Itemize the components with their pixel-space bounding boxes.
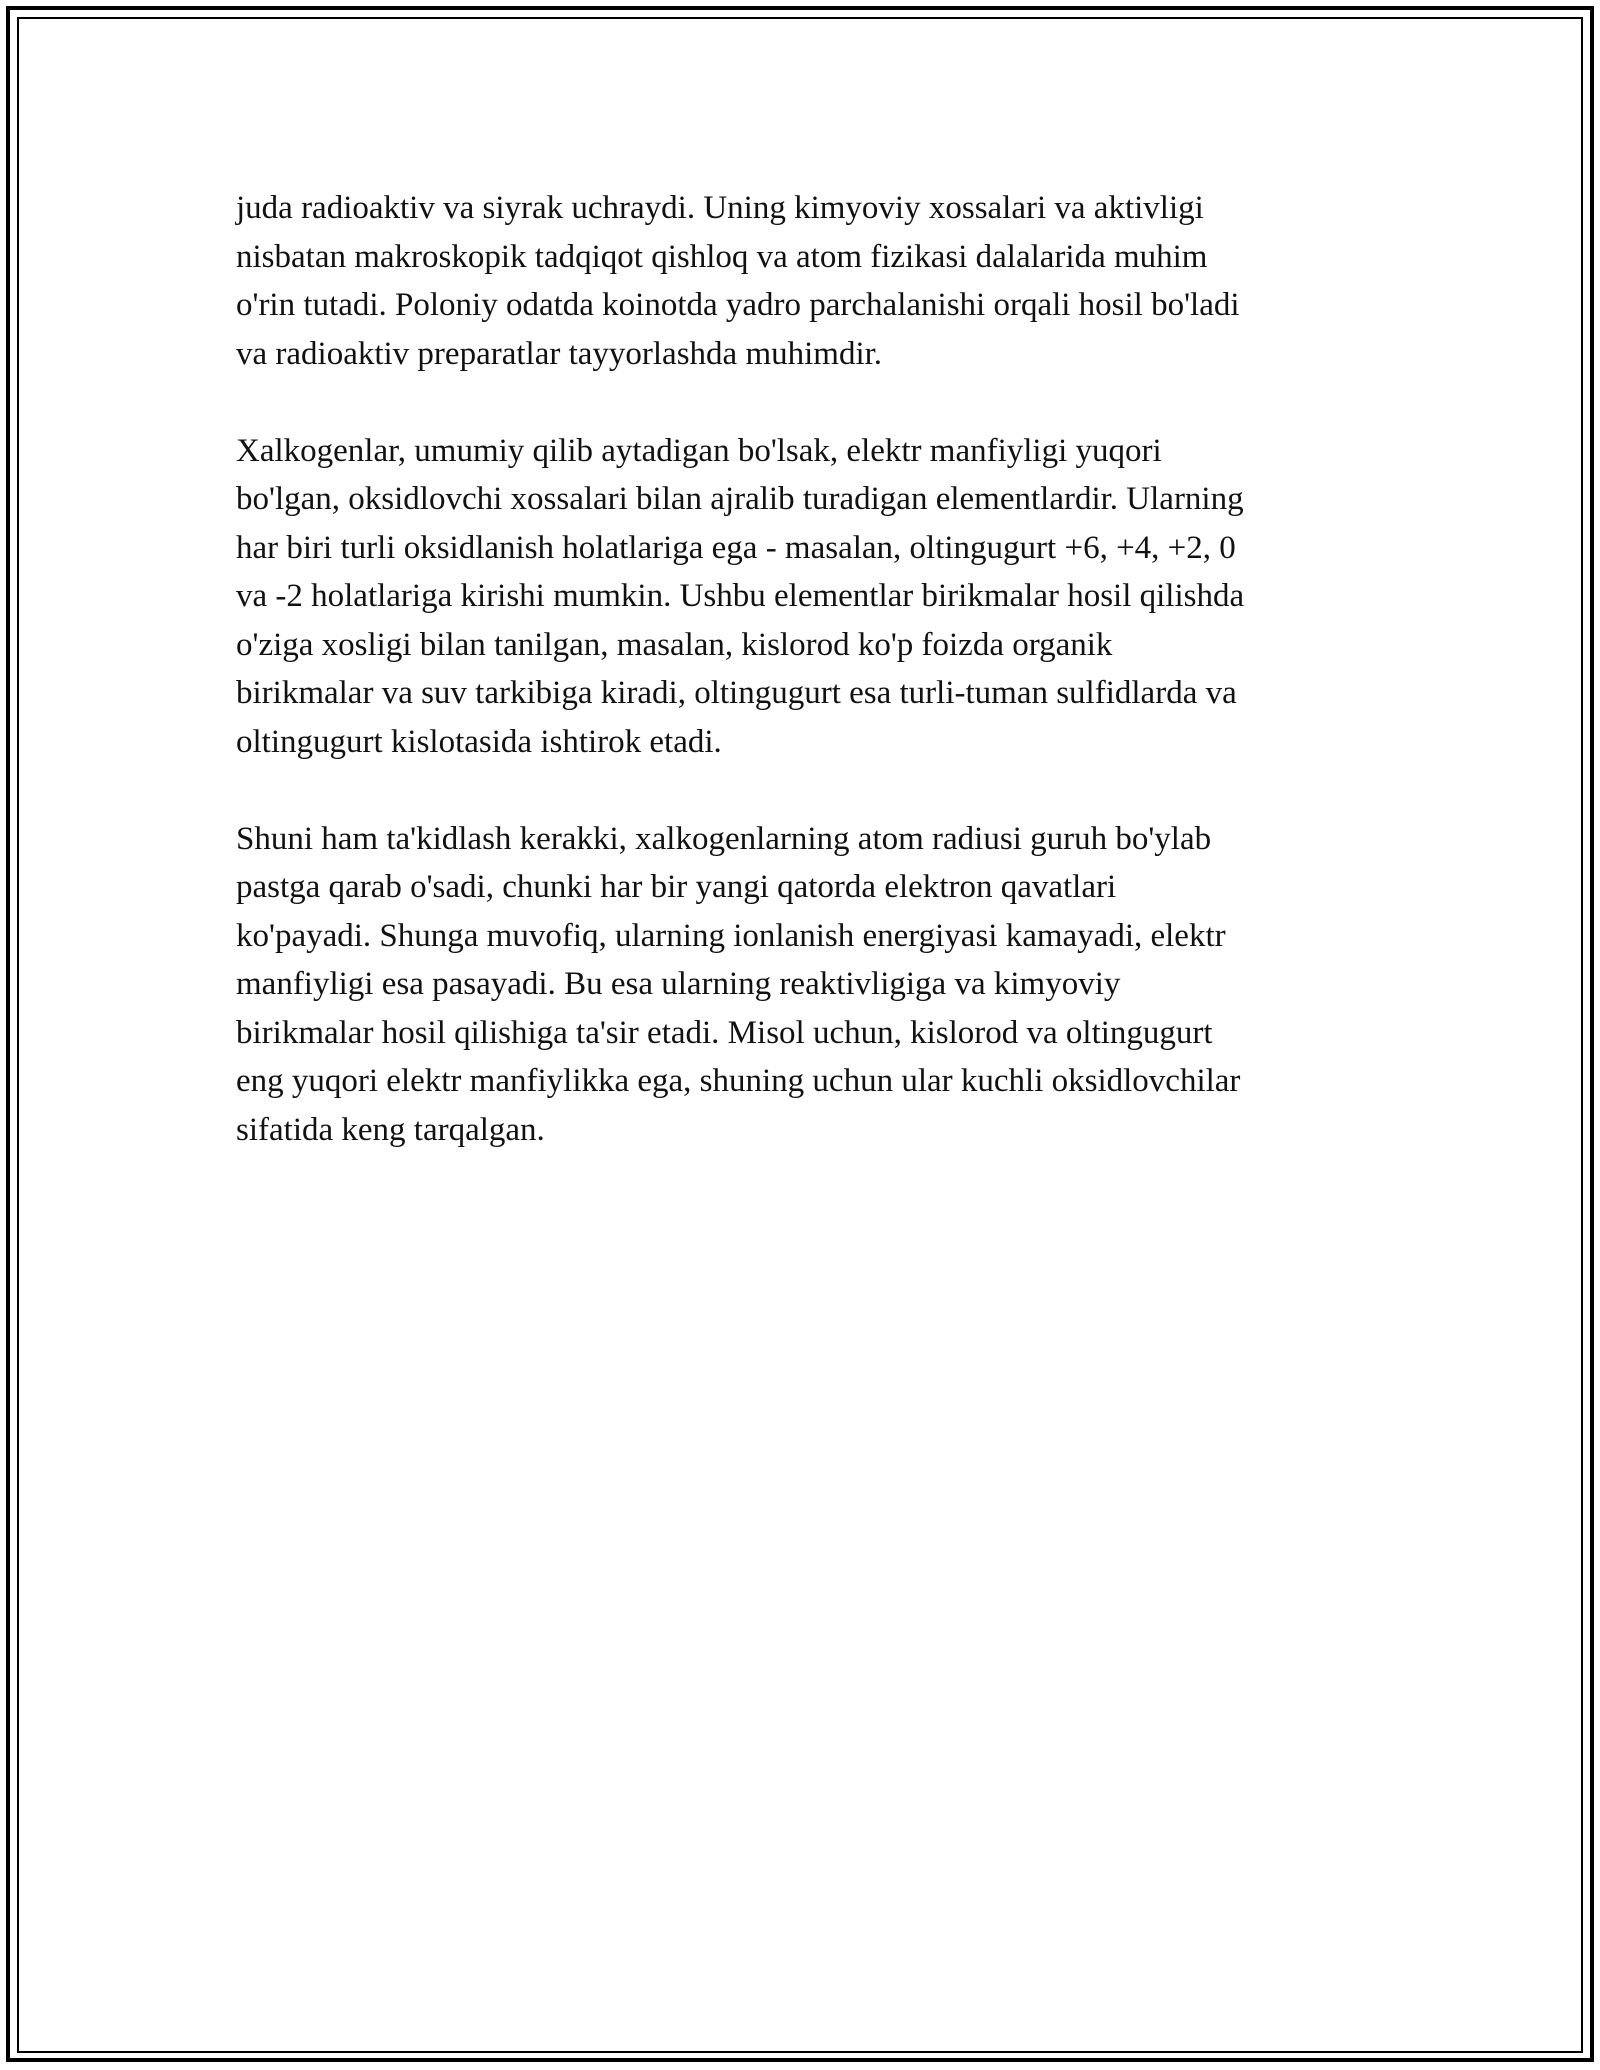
paragraph-line: manfiyligi esa pasayadi. Bu esa ularning reaktivligiga va kimyoviy <box>236 966 1121 1002</box>
paragraph-line: va radioaktiv preparatlar tayyorlashda muhimdir. <box>236 335 883 372</box>
paragraph-line: har biri turli oksidlanish holatlariga ega - masalan, oltingugurt +6, +4, +2, 0 <box>236 529 1236 566</box>
paragraph-line: oltingugurt kislotasida ishtirok etadi. <box>236 723 722 760</box>
paragraph-line: bo'lgan, oksidlovchi xossalari bilan ajralib turadigan elementlardir. Ularning <box>236 481 1244 517</box>
paragraph-line: pastga qarab o'sadi, chunki har bir yangi qatorda elektron qavatlari <box>236 869 1117 905</box>
paragraph-line: Xalkogenlar, umumiy qilib aytadigan bo'lsak, elektr manfiyligi yuqori <box>236 432 1162 469</box>
document-body <box>236 184 1366 1203</box>
paragraph-line: nisbatan makroskopik tadqiqot qishloq va atom fizikasi dalalarida muhim <box>236 238 1208 275</box>
paragraph-line: birikmalar hosil qilishiga ta'sir etadi. Misol uchun, kislorod va oltingugurt <box>236 1014 1213 1051</box>
paragraph-line: eng yuqori elektr manfiylikka ega, shuning uchun ular kuchli oksidlovchilar <box>236 1063 1241 1099</box>
paragraph-line: Shuni ham ta'kidlash kerakki, xalkogenlarning atom radiusi guruh bo'ylab <box>236 820 1212 857</box>
paragraph-2 <box>236 427 1366 767</box>
paragraph-3 <box>236 815 1366 1155</box>
paragraph-line: o'ziga xosligi bilan tanilgan, masalan, kislorod ko'p foizda organik <box>236 626 1113 663</box>
paragraph-line: juda radioaktiv va siyrak uchraydi. Uning kimyoviy xossalari va aktivligi <box>236 190 1204 226</box>
paragraph-line: sifatida keng tarqalgan. <box>236 1111 545 1148</box>
paragraph-line: va -2 holatlariga kirishi mumkin. Ushbu elementlar birikmalar hosil qilishda <box>236 578 1245 614</box>
paragraph-line: birikmalar va suv tarkibiga kiradi, oltingugurt esa turli-tuman sulfidlarda va <box>236 675 1237 711</box>
paragraph-1 <box>236 184 1366 378</box>
paragraph-line: o'rin tutadi. Poloniy odatda koinotda yadro parchalanishi orqali hosil bo'ladi <box>236 287 1240 323</box>
paragraph-line: ko'payadi. Shunga muvofiq, ularning ionlanish energiyasi kamayadi, elektr <box>236 917 1226 954</box>
